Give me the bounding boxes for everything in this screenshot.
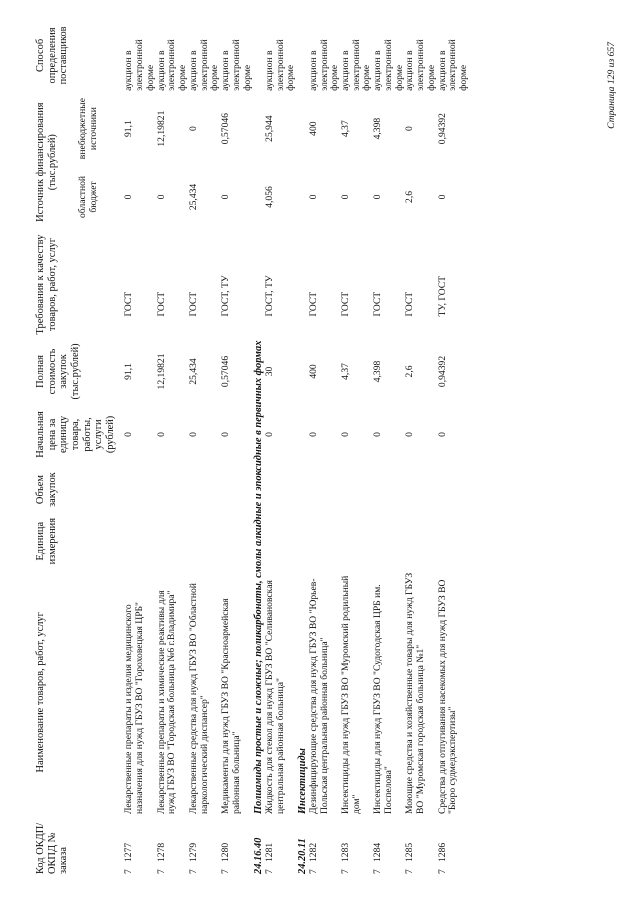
item-name: Средства для отпугивания насекомых для нужд ГБУЗ ВО "Бюро судмедэкспертизы"	[436, 579, 459, 815]
item-full-cost: 0,94392	[436, 355, 448, 388]
order-number: 1285	[404, 842, 416, 862]
item-unit	[405, 515, 437, 568]
item-method: аукцион в электронной форме	[436, 39, 470, 91]
table-body	[124, 17, 469, 877]
item-requirements: ГОСТ, ТУ	[220, 275, 232, 317]
item-name: Лекарственные препараты и химические реактивы для нужд ГБУЗ ВО "Городская больница №6 г.Владимира"	[155, 590, 178, 815]
okdp-code: 7	[404, 869, 416, 874]
item-price: 0	[155, 432, 167, 437]
item-full-cost: 12,19821	[155, 353, 167, 390]
table-row	[438, 17, 470, 877]
item-name: Жидкость для стекол для нужд ГБУЗ ВО "Селивановская центральная районная больница"	[263, 580, 286, 815]
item-price: 0	[220, 432, 232, 437]
item-price: 0	[372, 432, 384, 437]
order-number: 1283	[339, 842, 351, 862]
item-regional-budget: 25,434	[187, 183, 199, 211]
order-number: 1278	[155, 842, 167, 862]
item-method: аукцион в электронной форме	[263, 39, 297, 91]
item-regional-budget: 0	[220, 194, 232, 200]
item-volume	[221, 464, 253, 514]
section-title: Полиамиды простые и сложные; поликарбонаты, смолы алкидные и эпоксидные в первичных формах	[253, 340, 265, 815]
table-row	[373, 17, 405, 877]
item-method: аукцион в электронной форме	[307, 39, 341, 91]
section-code: 24.16.40	[253, 837, 265, 874]
item-name: Медикаменты для нужд ГБУЗ ВО "Красноармейская районная больница"	[220, 598, 242, 815]
item-unit	[221, 515, 253, 568]
item-price: 0	[187, 432, 199, 437]
item-external-sources: 4,37	[339, 120, 351, 138]
item-volume	[438, 464, 470, 514]
table-row	[221, 17, 253, 877]
item-external-sources: 0,57046	[220, 113, 232, 145]
item-external-sources: 12,19821	[155, 110, 167, 147]
item-requirements: ГОСТ	[404, 291, 416, 317]
item-external-sources: 0	[187, 126, 199, 132]
header-unit: Единица измерения	[35, 517, 58, 565]
item-requirements: ГОСТ	[123, 291, 135, 317]
order-code	[309, 817, 341, 877]
item-name: Моющие средства и хозяйственные товары для нужд ГБУЗ ВО "Муромская городская больница №1"	[404, 572, 427, 815]
table-row	[124, 17, 156, 877]
item-method: аукцион в электронной форме	[155, 39, 189, 91]
item-external-sources: 0,94392	[436, 113, 448, 145]
item-unit	[265, 515, 297, 568]
section-title: Инсектициды	[297, 748, 309, 815]
item-price: 0	[404, 432, 416, 437]
okdp-code: 7	[220, 869, 232, 874]
item-name: Лекарственные средства для нужд ГБУЗ ВО "Областной наркологический диспансер"	[187, 583, 210, 815]
okdp-code: 7	[263, 869, 275, 874]
header-financing-regional: областной бюджет	[77, 175, 99, 218]
header-name: Наименование товаров, работ, услуг	[35, 612, 46, 773]
table-row	[309, 17, 341, 877]
item-unit	[189, 515, 221, 568]
item-method: аукцион в электронной форме	[404, 39, 437, 91]
table-row	[189, 17, 221, 877]
okdp-code: 7	[339, 869, 351, 874]
item-regional-budget: 0	[307, 194, 319, 200]
header-financing: Источник финансирования (тыс.рублей)	[35, 102, 58, 222]
item-requirements: ГОСТ	[187, 291, 199, 317]
item-volume	[405, 464, 437, 514]
item-method: аукцион в электронной форме	[339, 39, 373, 91]
order-number: 1280	[220, 842, 232, 862]
item-method: аукцион в электронной форме	[372, 39, 405, 91]
table-row	[341, 17, 373, 877]
item-regional-budget: 4,056	[263, 186, 275, 208]
header-code: Код ОКДП/ ОКПД № заказа	[35, 822, 70, 874]
item-volume	[124, 464, 156, 514]
item-requirements: ТУ, ГОСТ	[436, 275, 448, 317]
order-number: 1282	[307, 842, 319, 862]
order-number: 1286	[436, 842, 448, 862]
okdp-code: 7	[187, 869, 199, 874]
item-unit	[373, 515, 405, 568]
item-regional-budget: 0	[123, 194, 135, 200]
item-price: 0	[339, 432, 351, 437]
item-unit	[124, 515, 156, 568]
item-volume	[265, 464, 297, 514]
item-full-cost: 25,434	[187, 358, 199, 385]
item-full-cost: 4,398	[372, 360, 384, 383]
item-price: 0	[263, 432, 275, 437]
order-code	[438, 817, 470, 877]
item-external-sources: 400	[307, 121, 319, 136]
order-number: 1281	[263, 842, 275, 862]
item-name: Лекарственные препараты и изделия медицинского назначения для нужд ГБУЗ ВО "Гороховецкая ЦРБ"	[123, 602, 146, 815]
header-requirements: Требования к качеству товаров, работ, услуг	[35, 234, 58, 335]
item-volume	[189, 464, 221, 514]
item-unit	[309, 515, 341, 568]
okdp-code: 7	[372, 869, 384, 874]
item-price: 0	[436, 432, 448, 437]
item-volume	[373, 464, 405, 514]
item-requirements: ГОСТ	[155, 291, 167, 317]
item-name: Инсектициды для нужд ГБУЗ ВО "Судогодская ЦРБ им. Поспелова"	[372, 584, 394, 815]
item-external-sources: 0	[404, 126, 416, 132]
item-full-cost: 400	[307, 364, 319, 379]
okdp-code: 7	[436, 869, 448, 874]
table-row	[265, 17, 297, 877]
okdp-code: 7	[155, 869, 167, 874]
header-price: Начальная цена за единицу товара, работы, услуги (рублей)	[35, 411, 116, 458]
order-number: 1277	[123, 842, 135, 862]
item-external-sources: 25,944	[263, 115, 275, 142]
item-regional-budget: 0	[436, 194, 448, 200]
item-volume	[341, 464, 373, 514]
header-financing-external: внебюджетные источники	[77, 98, 99, 160]
item-name: Инсектициды для нужд ГБУЗ ВО "Муромский родильный дом"	[339, 575, 362, 815]
item-external-sources: 4,398	[372, 117, 384, 140]
item-regional-budget: 0	[155, 194, 167, 200]
item-price: 0	[123, 432, 135, 437]
item-volume	[157, 464, 189, 514]
procurement-table	[35, 17, 470, 877]
order-code	[341, 817, 373, 877]
item-full-cost: 4,37	[339, 363, 351, 380]
order-code	[265, 817, 297, 877]
item-method: аукцион в электронной форме	[220, 39, 253, 91]
okdp-code: 7	[307, 869, 319, 874]
item-requirements: ГОСТ	[339, 291, 351, 317]
order-code	[157, 817, 189, 877]
order-code	[124, 817, 156, 877]
item-volume	[309, 464, 341, 514]
table-row	[157, 17, 189, 877]
header-method: Способ определения поставщиков	[35, 26, 70, 85]
order-number: 1279	[187, 842, 199, 862]
table-row	[405, 17, 437, 877]
item-unit	[157, 515, 189, 568]
item-name: Дезинфицирующие средства для нужд ГБУЗ ВО "Юрьев-Польская центральная районная больница"	[307, 578, 330, 815]
item-method: аукцион в электронной форме	[123, 39, 156, 91]
header-volume: Объем закупок	[35, 472, 58, 507]
page-footer: Страница 129 из 657	[606, 42, 617, 129]
item-full-cost: 2,6	[404, 365, 416, 378]
order-code	[189, 817, 221, 877]
item-unit	[341, 515, 373, 568]
order-code	[373, 817, 405, 877]
order-code	[405, 817, 437, 877]
item-full-cost: 30	[263, 366, 275, 377]
item-method: аукцион в электронной форме	[187, 39, 221, 91]
item-requirements: ГОСТ, ТУ	[263, 275, 275, 317]
item-requirements: ГОСТ	[307, 291, 319, 317]
item-requirements: ГОСТ	[372, 291, 384, 317]
item-external-sources: 91,1	[123, 120, 135, 138]
order-code	[221, 817, 253, 877]
item-regional-budget: 0	[339, 194, 351, 200]
order-number: 1284	[372, 842, 384, 862]
section-code: 24.20.11	[297, 838, 309, 874]
item-unit	[438, 515, 470, 568]
item-regional-budget: 2,6	[404, 190, 416, 203]
okdp-code: 7	[123, 869, 135, 874]
item-full-cost: 0,57046	[220, 355, 232, 388]
item-price: 0	[307, 432, 319, 437]
item-regional-budget: 0	[372, 194, 384, 200]
header-full-cost: Полная стоимость закупок (тыс.рублей)	[35, 343, 81, 400]
item-full-cost: 91,1	[123, 363, 135, 380]
table-header-row	[35, 17, 78, 877]
